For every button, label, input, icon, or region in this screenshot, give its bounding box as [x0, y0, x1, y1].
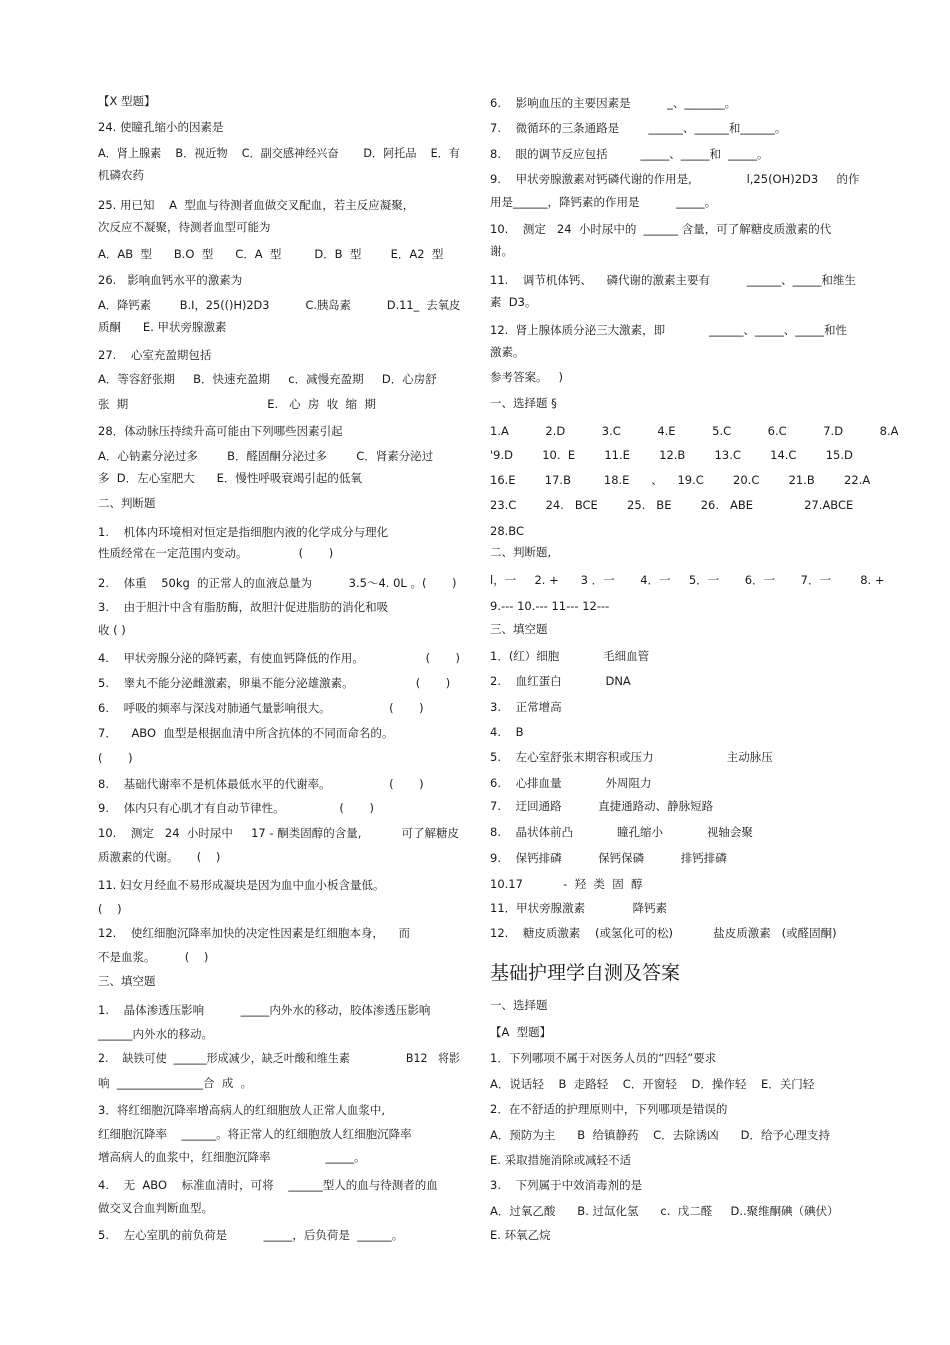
text-line: 1. 机体内环境相对恒定是指细胞内液的化学成分与理化	[98, 525, 389, 539]
text-line: 6. 呼吸的频率与深浅对肺通气量影响很大。 ( )	[98, 701, 424, 715]
text-line: 2. 体重 50kg 的正常人的血液总量为 3.5～4. 0L 。( )	[98, 576, 457, 590]
text-line: 张 期 E. 心 房 收 缩 期	[98, 397, 376, 411]
text-line: 9. 体内只有心肌才有自动节律性。 ( )	[98, 801, 374, 815]
text-line: 三、填空题	[490, 622, 548, 636]
text-line: l，一 2. + 3 ．一 4．一 5．一 6．一 7．一 8. +	[490, 573, 885, 587]
text-line: 25. 用已知 A 型血与待测者血做交叉配血，若主反应凝聚，	[98, 198, 415, 212]
text-line: 性质经常在一定范围内变动。 ( )	[98, 546, 334, 560]
text-line: 3．将红细胞沉降率增高病人的红细胞放人正常人血浆中,	[98, 1103, 385, 1117]
text-line: 质酮 E. 甲状旁腺激素	[98, 320, 227, 334]
text-line: ______内外水的移动。	[98, 1027, 213, 1041]
text-line: A．降钙素 B.I，25(()H)2D3 C.胰岛素 D.11_ 去氧皮	[98, 298, 461, 312]
text-line: A．过氧乙酸 B. 过氙化氢 c. 戊二醛 D..聚维酮碘（碘伏）	[490, 1204, 839, 1218]
text-line: 二、判断题	[98, 496, 156, 510]
text-line: E. 采取措施消除或减轻不适	[490, 1153, 632, 1167]
text-line: 28．体动脉压持续升高可能由下列哪些因素引起	[98, 424, 343, 438]
text-line: 1. 晶体渗透压影响 _____内外水的移动，胶体渗透压影响	[98, 1003, 431, 1017]
text-line: 1．(红）细胞 毛细血管	[490, 649, 650, 663]
text-line: 2．在不舒适的护理原则中，下列哪项是错误的	[490, 1102, 728, 1116]
text-line: 次反应不凝聚，待测者血型可能为	[98, 220, 271, 234]
text-line: 9. 保钙排磷 保钙保磷 排钙排磷	[490, 851, 727, 865]
text-line: 用是______，降钙素的作用是 _____。	[490, 195, 717, 209]
text-line: 参考答案。 )	[490, 370, 563, 384]
text-line: 一、选择题 §	[490, 396, 557, 410]
text-line: 8. 基础代谢率不是机体最低水平的代谢率。 ( )	[98, 777, 424, 791]
text-line: 做交叉合血判断血型。	[98, 1201, 213, 1215]
text-line: A．说话轻 B 走路轻 C．开窗轻 D．操作轻 E．关门轻	[490, 1077, 815, 1091]
text-line: 4. 无 ABO 标准血清时，可将 ______型人的血与待测者的血	[98, 1178, 438, 1192]
text-line: 8. 晶状体前凸 瞳孔缩小 视轴会聚	[490, 825, 753, 839]
text-line: 7. 微循环的三条通路是 ______、______和______。	[490, 121, 787, 135]
text-line: 2. 血红蛋白 DNA	[490, 674, 631, 688]
text-line: 收 ( )	[98, 623, 126, 637]
text-line: 【X 型题】	[98, 94, 156, 108]
text-line: ( )	[98, 751, 133, 765]
text-line: 9.--- 10.--- 11--- 12---	[490, 599, 610, 613]
text-line: A．心钠素分泌过多 B．醛固酮分泌过多 C．肾素分泌过	[98, 449, 434, 463]
text-line: 11. 妇女月经血不易形成凝块是因为血中血小板含量低。	[98, 878, 385, 892]
text-line: 红细胞沉降率 ______。将正常人的红细胞放人红细胞沉降率	[98, 1127, 412, 1141]
text-line: 机磷农药	[98, 168, 144, 182]
text-line: 26. 影响血钙水平的激素为	[98, 273, 243, 287]
text-line: 2. 缺铁可使 ______形成减少，缺乏叶酸和维生素 B12 将影	[98, 1051, 461, 1065]
text-line: 响 _______________合 成 。	[98, 1076, 253, 1090]
text-line: A．预防为主 B 给镇静药 C．去除诱凶 D．给予心理支持	[490, 1128, 830, 1142]
text-line: 激素。	[490, 345, 525, 359]
section-heading: 基础护理学自测及答案	[490, 962, 681, 984]
text-line: A．AB 型 B.O 型 C．A 型 D．B 型 E．A2 型	[98, 247, 444, 261]
text-line: 6. 影响血压的主要因素是 _、_______。	[490, 96, 737, 110]
text-line: 4. 甲状旁腺分泌的降钙素，有使血钙降低的作用。 ( )	[98, 651, 460, 665]
text-line: 12. 肾上腺体质分泌三大激素，即 ______、_____、_____和性	[490, 323, 847, 337]
text-line: 5. 左心室舒张末期容积或压力 主动脉压	[490, 750, 773, 764]
text-line: 一、选择题	[490, 998, 548, 1012]
text-line: 3. 正常增高	[490, 700, 562, 714]
text-line: 10. 测定 24 小时尿中 17 - 酮类固醇的含量, 可了解糖皮	[98, 826, 460, 840]
text-line: 5. 左心室肌的前负荷是 _____，后负荷是 ______。	[98, 1228, 404, 1242]
text-line: 谢。	[490, 244, 513, 258]
text-line: ( )	[98, 902, 122, 916]
text-line: 7． ABO 血型是根据血清中所含抗体的不同而命名的。	[98, 726, 394, 740]
text-line: 6. 心排血量 外周阻力	[490, 776, 652, 790]
text-line: 10.17 - 羟 类 固 醇	[490, 877, 643, 891]
text-line: 11．甲状旁腺激素 降钙素	[490, 901, 668, 915]
text-line: 3. 由于胆汁中含有脂肪酶，故胆汁促进脂肪的消化和吸	[98, 600, 389, 614]
text-line: 12. 使红细胞沉降率加快的决定性因素是红细胞本身， 而	[98, 926, 411, 940]
text-line: 二、判断题,	[490, 545, 552, 559]
text-line: A．等容舒张期 B．快速充盈期 c．减慢充盈期 D．心房舒	[98, 372, 437, 386]
text-line: 9. 甲状旁腺激素对钙磷代谢的作用是, l,25(OH)2D3 的作	[490, 172, 860, 186]
text-line: 增高病人的血浆中，红细胞沉降率 _____。	[98, 1150, 366, 1164]
text-line: 5. 睾丸不能分泌雌激素，卵巢不能分泌雄激素。 ( )	[98, 676, 451, 690]
text-line: 8. 眼的调节反应包括 _____、_____和 _____。	[490, 147, 769, 161]
text-line: 1.A 2.D 3.C 4.E 5.C 6.C 7.D 8.A	[490, 424, 899, 438]
text-line: 28.BC	[490, 524, 525, 538]
text-line: 10. 测定 24 小时尿中的 ______ 含量，可了解糖皮质激素的代	[490, 222, 832, 236]
text-line: 27. 心室充盈期包括	[98, 348, 212, 362]
text-line: A．肾上腺素 B．视近物 C．副交感神经兴奋 D．阿托品 E．有	[98, 146, 460, 160]
text-line: 质激素的代谢。 ( )	[98, 850, 221, 864]
text-line: 【A 型题】	[490, 1025, 552, 1039]
text-line: 12. 糖皮质激素 (或氢化可的松) 盐皮质激素 (或醛固酮)	[490, 926, 837, 940]
text-line: '9.D 10. E 11.E 12.B 13.C 14.C 15.D	[490, 448, 853, 462]
text-line: 23.C 24. BCE 25. BE 26. ABE 27.ABCE	[490, 498, 854, 512]
text-line: 不是血浆。 ( )	[98, 950, 209, 964]
text-line: 三、填空题	[98, 974, 156, 988]
text-line: 3. 下列属于中效消毒剂的是	[490, 1178, 643, 1192]
text-line: E. 环氧乙烷	[490, 1228, 551, 1242]
text-line: 4. B	[490, 725, 524, 739]
text-line: 1．下列哪项不属于对医务人员的“四轻”要求	[490, 1051, 717, 1065]
text-line: 素 D3。	[490, 295, 537, 309]
text-line: 多 D．左心室肥大 E．慢性呼吸衰竭引起的低氧	[98, 471, 362, 485]
text-line: 16.E 17.B 18.E 、 19.C 20.C 21.B 22.A	[490, 473, 871, 487]
text-line: 7. 迂回通路 直捷通路动、静脉短路	[490, 799, 714, 813]
text-line: 24. 使瞳孔缩小的因素是	[98, 120, 224, 134]
text-line: 11. 调节机体钙、 磷代谢的激素主要有 ______、_____和维生	[490, 273, 856, 287]
